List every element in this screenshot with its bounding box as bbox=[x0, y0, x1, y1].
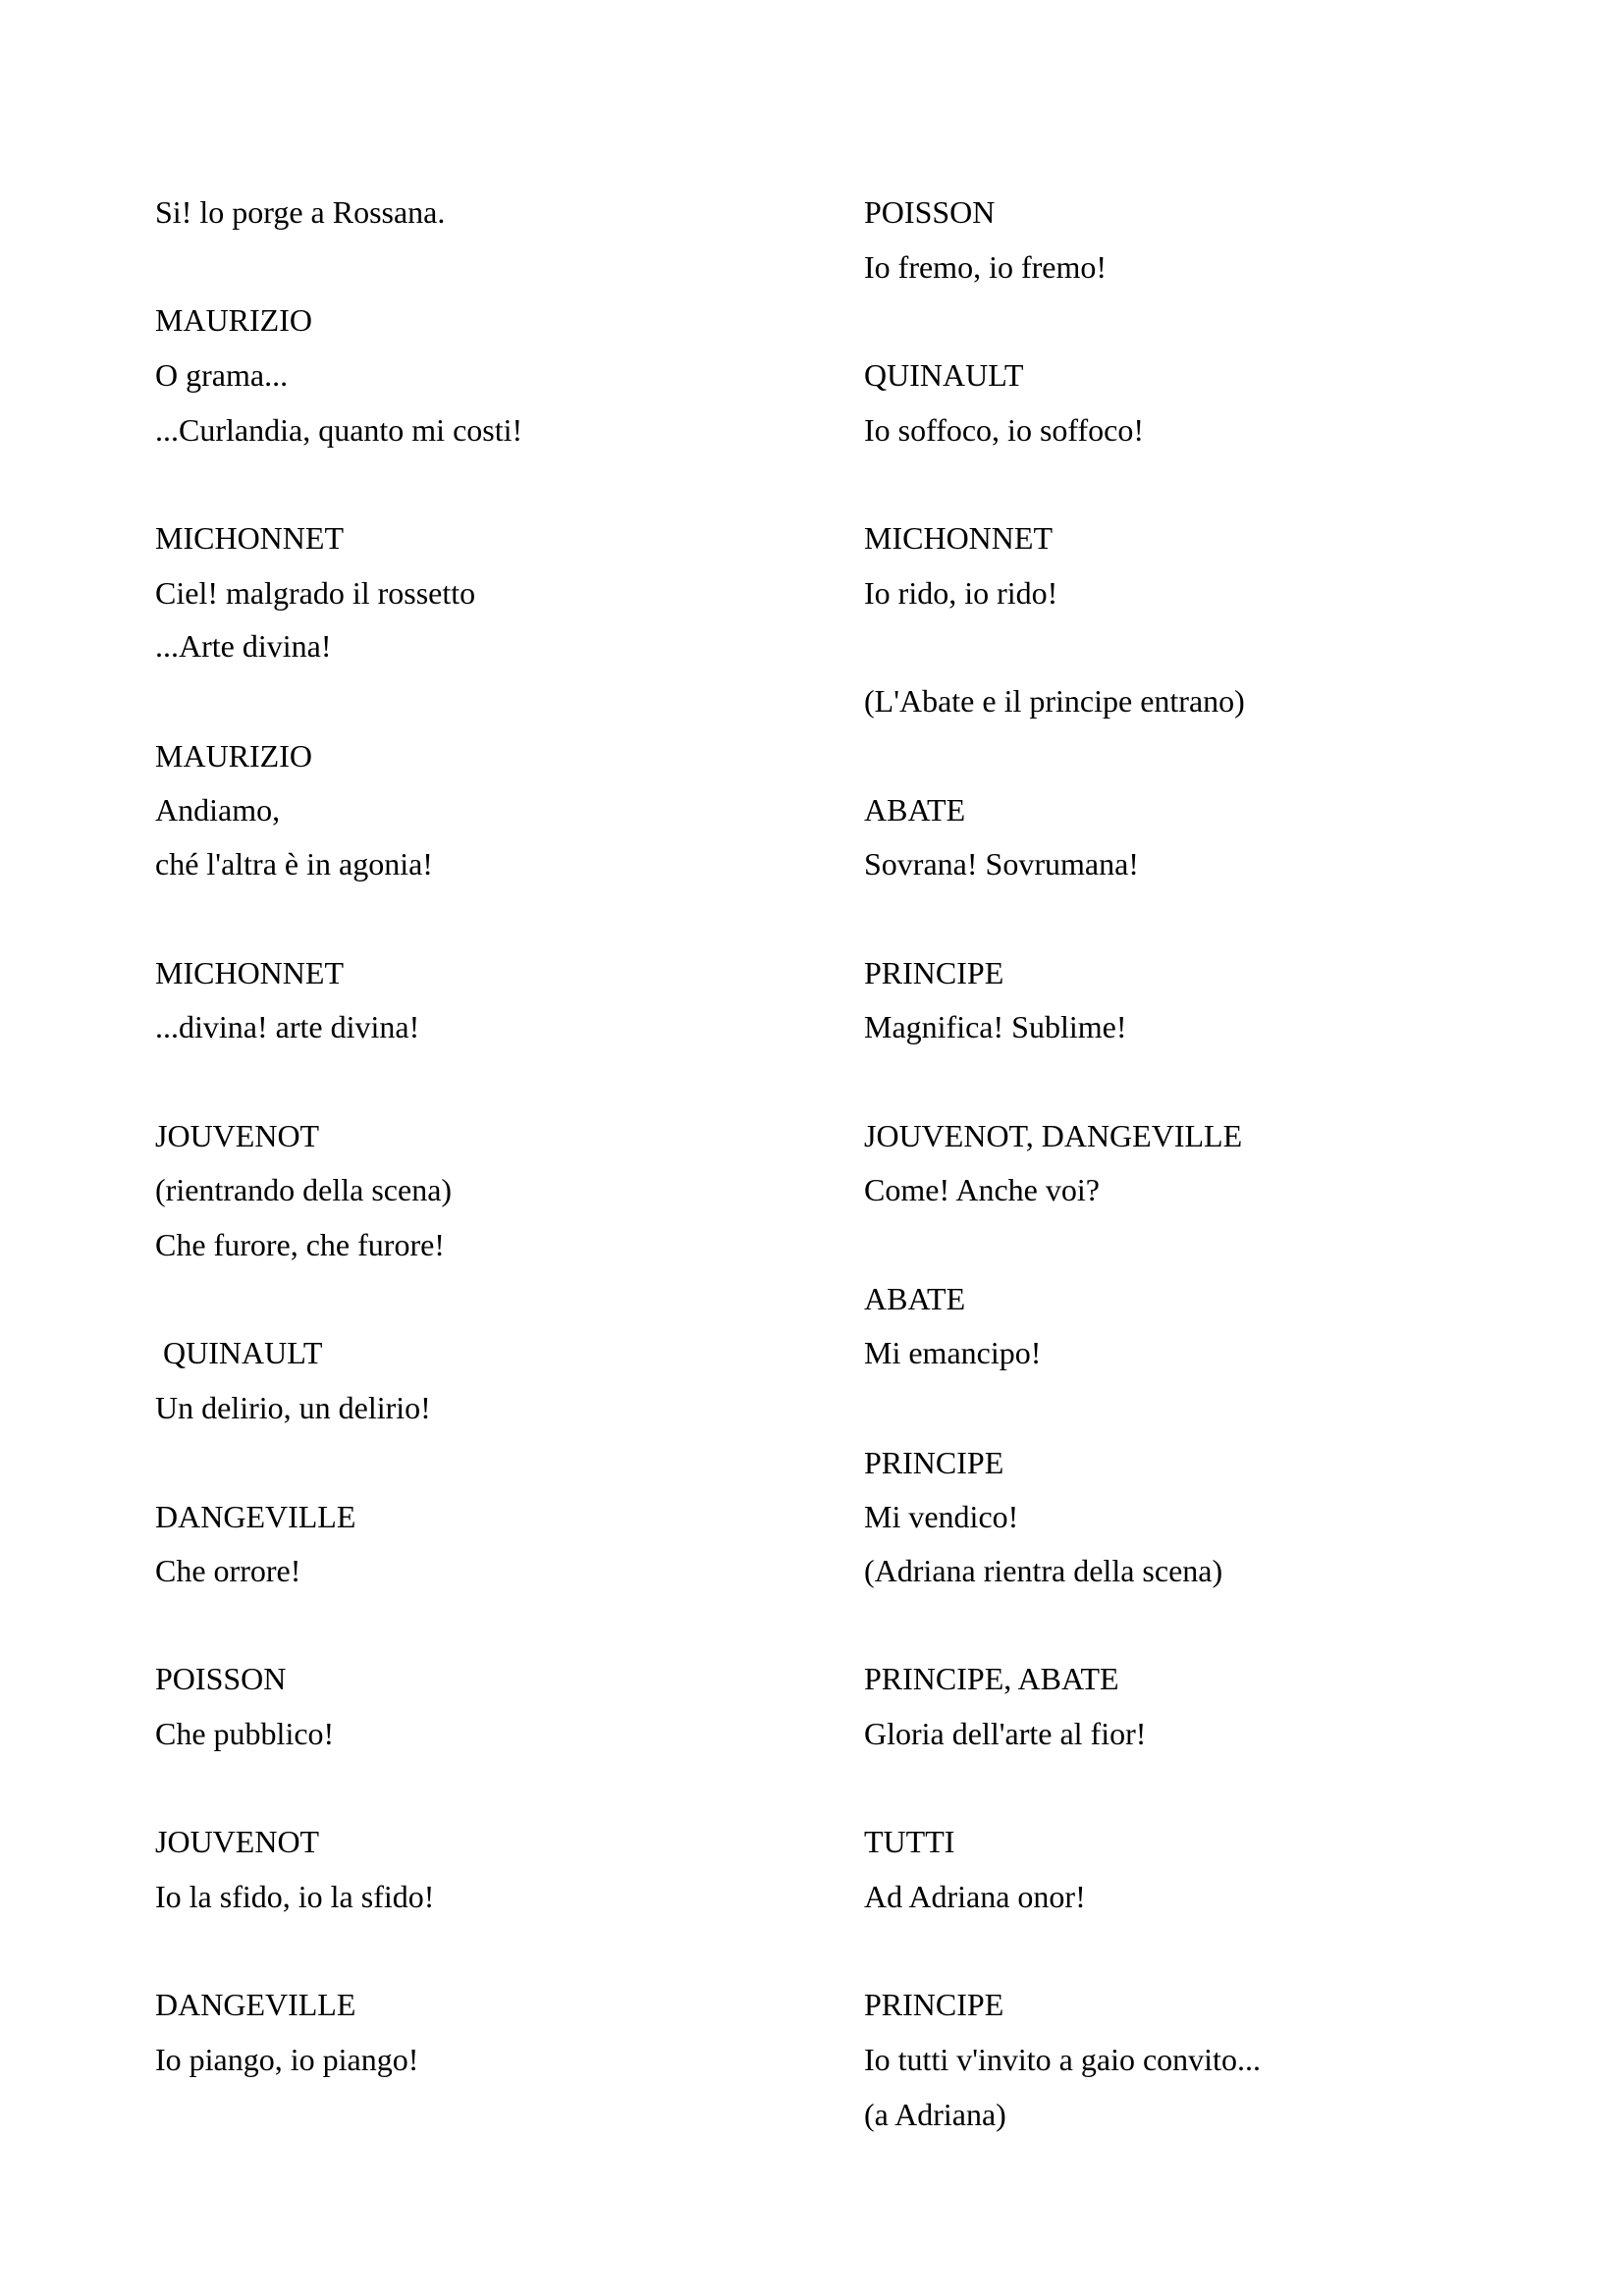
dialogue-line: ...Curlandia, quanto mi costi! bbox=[155, 412, 523, 448]
dialogue-line: Io soffoco, io soffoco! bbox=[864, 412, 1144, 448]
dialogue-line: Io piango, io piango! bbox=[155, 2042, 419, 2077]
speaker-name: QUINAULT bbox=[155, 1335, 323, 1370]
speaker-name: MAURIZIO bbox=[155, 302, 312, 338]
dialogue-line: Magnifica! Sublime! bbox=[864, 1009, 1127, 1044]
speaker-name: PRINCIPE, ABATE bbox=[864, 1661, 1119, 1696]
dialogue-line: Gloria dell'arte al fior! bbox=[864, 1716, 1147, 1751]
speaker-name: JOUVENOT bbox=[155, 1118, 320, 1153]
speaker-name: ABATE bbox=[864, 792, 966, 828]
speaker-name: POISSON bbox=[155, 1661, 287, 1696]
dialogue-line: Che furore, che furore! bbox=[155, 1227, 445, 1262]
stage-direction: (a Adriana) bbox=[864, 2097, 1006, 2132]
dialogue-line: Io la sfido, io la sfido! bbox=[155, 1879, 435, 1914]
dialogue-line: Andiamo, bbox=[155, 792, 281, 828]
speaker-name: MICHONNET bbox=[155, 520, 344, 556]
speaker-name: QUINAULT bbox=[864, 357, 1024, 393]
dialogue-line: Sovrana! Sovrumana! bbox=[864, 846, 1139, 881]
dialogue-line: Che pubblico! bbox=[155, 1716, 335, 1751]
dialogue-line: Io rido, io rido! bbox=[864, 575, 1058, 611]
dialogue-line: Ad Adriana onor! bbox=[864, 1879, 1086, 1914]
speaker-name: DANGEVILLE bbox=[155, 1499, 356, 1534]
speaker-name: MICHONNET bbox=[155, 955, 344, 990]
speaker-name: TUTTI bbox=[864, 1824, 955, 1859]
stage-direction: (L'Abate e il principe entrano) bbox=[864, 683, 1245, 719]
dialogue-line: Io tutti v'invito a gaio convito... bbox=[864, 2042, 1261, 2077]
dialogue-line: Ciel! malgrado il rossetto bbox=[155, 575, 476, 611]
dialogue-line: Io fremo, io fremo! bbox=[864, 249, 1108, 285]
speaker-name: MAURIZIO bbox=[155, 738, 312, 774]
stage-direction: (Adriana rientra della scena) bbox=[864, 1553, 1223, 1588]
dialogue-line: O grama... bbox=[155, 357, 289, 393]
dialogue-line: Mi vendico! bbox=[864, 1499, 1019, 1534]
dialogue-line: ...Arte divina! bbox=[155, 628, 332, 664]
speaker-name: MICHONNET bbox=[864, 520, 1053, 556]
speaker-name: PRINCIPE bbox=[864, 1987, 1004, 2022]
stage-direction: Si! lo porge a Rossana. bbox=[155, 194, 446, 230]
speaker-name: JOUVENOT bbox=[155, 1824, 320, 1859]
speaker-name: DANGEVILLE bbox=[155, 1987, 356, 2022]
dialogue-line: Come! Anche voi? bbox=[864, 1172, 1100, 1207]
speaker-name: PRINCIPE bbox=[864, 1445, 1004, 1480]
dialogue-line: ché l'altra è in agonia! bbox=[155, 846, 433, 881]
dialogue-line: Mi emancipo! bbox=[864, 1335, 1042, 1370]
speaker-name: PRINCIPE bbox=[864, 955, 1004, 990]
speaker-name: ABATE bbox=[864, 1281, 966, 1316]
stage-direction: (rientrando della scena) bbox=[155, 1172, 453, 1207]
dialogue-line: Che orrore! bbox=[155, 1553, 301, 1588]
speaker-name: JOUVENOT, DANGEVILLE bbox=[864, 1118, 1243, 1153]
dialogue-line: Un delirio, un delirio! bbox=[155, 1390, 431, 1425]
speaker-name: POISSON bbox=[864, 194, 996, 230]
dialogue-line: ...divina! arte divina! bbox=[155, 1009, 420, 1044]
